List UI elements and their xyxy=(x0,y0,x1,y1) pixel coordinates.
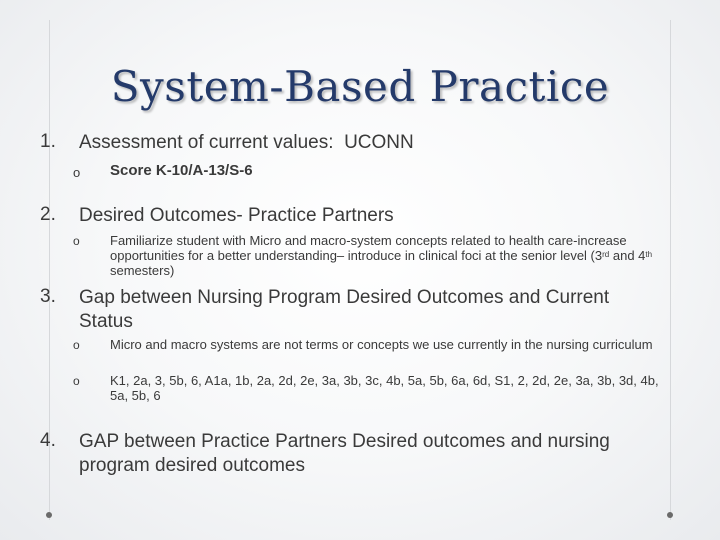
corner-dot-right xyxy=(667,512,673,518)
item-number: 4. xyxy=(40,430,56,451)
item-text xyxy=(79,131,414,155)
list-item-1 xyxy=(40,131,414,155)
superscript: th xyxy=(645,250,653,259)
superscript: rd xyxy=(602,250,610,259)
list-item-2 xyxy=(40,204,394,228)
item-text-main: Assessment of current values: xyxy=(79,132,334,153)
item-number: 2. xyxy=(40,204,56,225)
sub-item-text: Score K-10/A-13/S-6 xyxy=(110,162,253,179)
sub-item-1-1 xyxy=(73,163,253,178)
sub-item-2-1 xyxy=(73,233,658,278)
bullet-icon: o xyxy=(73,234,80,248)
list-item-4 xyxy=(40,430,640,478)
item-number: 1. xyxy=(40,131,56,152)
item-number: 3. xyxy=(40,286,56,307)
bullet-icon: o xyxy=(73,165,81,180)
sub-text-part: Familiarize student with Micro and macro-system concepts related to health care-increase opportunities for a better understanding– introduce in clinical foci at the senior level (3 xyxy=(110,233,627,263)
sub-item-3-2 xyxy=(73,373,673,403)
sub-text-part: semesters) xyxy=(110,263,175,278)
bullet-icon: o xyxy=(73,374,80,388)
bullet-icon: o xyxy=(73,338,80,352)
item-text-bold: UCONN xyxy=(344,132,414,153)
item-text: Gap between Nursing Program Desired Outcomes and Current Status xyxy=(79,287,610,332)
sub-item-text: K1, 2a, 3, 5b, 6, A1a, 1b, 2a, 2d, 2e, 3a, 3b, 3c, 4b, 5a, 5b, 6a, 6d, S1, 2, 2d, 2e, 3a, 3b, 3d, 4b, 5a, 5b, 6 xyxy=(110,373,659,403)
slide-title: System-Based Practice xyxy=(110,62,610,111)
item-text: GAP between Practice Partners Desired outcomes and nursing program desired outcomes xyxy=(79,431,610,476)
item-text: Desired Outcomes- Practice Partners xyxy=(79,205,394,226)
sub-item-3-1 xyxy=(73,337,673,352)
list-item-3 xyxy=(40,286,640,334)
sub-item-text: Micro and macro systems are not terms or concepts we use currently in the nursing curriculum xyxy=(110,337,653,352)
sub-text-part: and 4 xyxy=(609,248,646,263)
corner-dot-left xyxy=(46,512,52,518)
sub-item-text xyxy=(110,233,658,278)
